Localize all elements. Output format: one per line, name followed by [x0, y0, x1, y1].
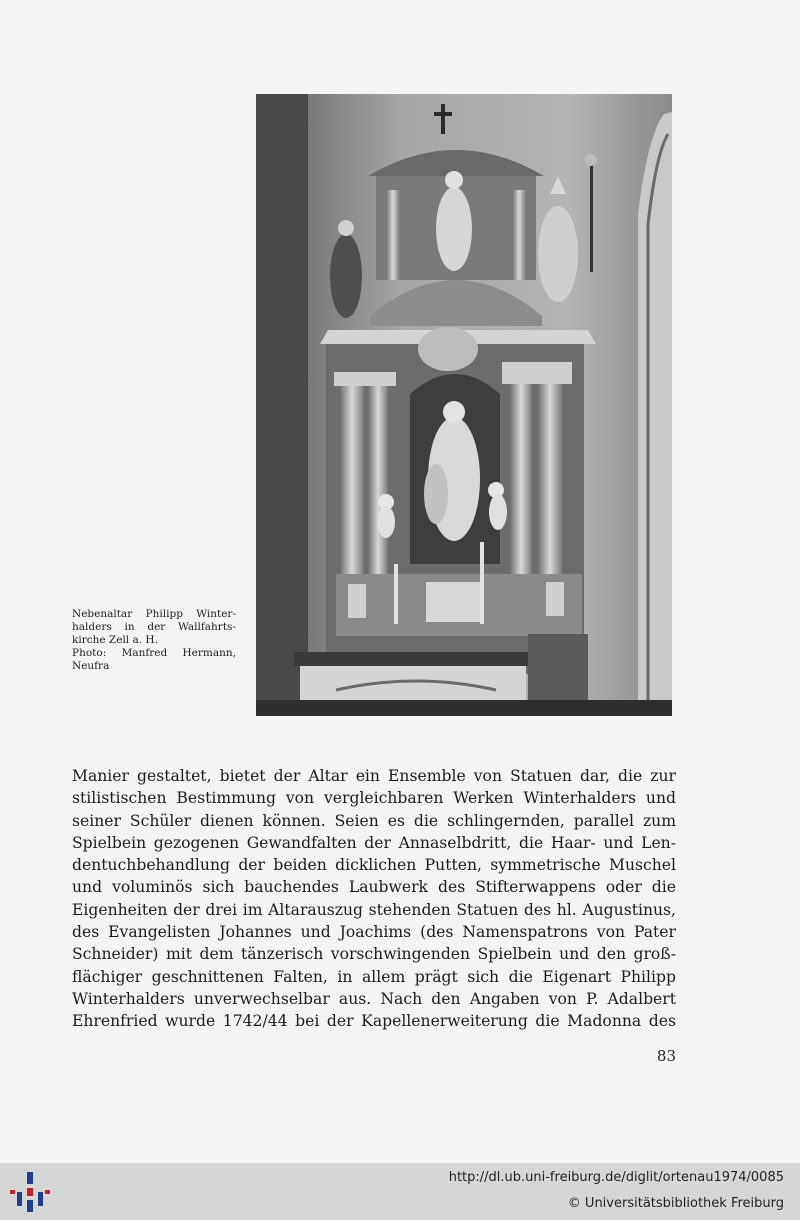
text-line: Schneider) mit dem tänzerisch vorschwingenden Spielbein und den groß- — [72, 945, 676, 964]
text-line: Manier gestaltet, bietet der Altar ein Ensemble von Statuen dar, die zur — [72, 767, 676, 785]
text-line: Winterhalders unverwechselbar aus. Nach den Angaben von P. Adalbert — [72, 989, 676, 1008]
text-line: Ehrenfried wurde 1742/44 bei der Kapellenerweiterung die Madonna des — [72, 1012, 676, 1031]
altar-photograph — [256, 94, 672, 716]
caption-line: Neufra — [72, 660, 110, 672]
copyright-text: © Universitätsbibliothek Freiburg — [567, 1196, 784, 1211]
text-line: und voluminös sich bauchendes Laubwerk des Stifterwappens oder die — [72, 878, 676, 897]
text-line: dentuchbehandlung der beiden dicklichen Putten, symmetrische Muschel — [72, 856, 676, 875]
text-line: flächiger geschnittenen Falten, in allem prägt sich die Eigenart Philipp — [72, 967, 676, 986]
body-paragraph — [72, 765, 676, 1033]
document-url-link[interactable]: http://dl.ub.uni-freiburg.de/diglit/ortenau1974/0085 — [448, 1170, 784, 1185]
text-line: stilistischen Bestimmung von vergleichbaren Werken Winterhalders und — [72, 789, 676, 808]
text-line: seiner Schüler dienen können. Seien es die schlingernden, parallel zum — [72, 811, 676, 830]
caption-line: Nebenaltar Philipp Winter- — [72, 608, 236, 620]
ub-freiburg-logo-icon[interactable] — [10, 1172, 50, 1212]
footer-bar — [0, 1163, 800, 1220]
page-number: 83 — [656, 1047, 676, 1065]
caption-line: halders in der Wallfahrts- — [72, 621, 236, 633]
text-line: Spielbein gezogenen Gewandfalten der Annaselbdritt, die Haar- und Len- — [72, 833, 676, 852]
caption-line: kirche Zell a. H. — [72, 634, 158, 646]
caption-line: Photo: Manfred Hermann, — [72, 647, 236, 659]
text-line: Eigenheiten der drei im Altarauszug stehenden Statuen des hl. Augustinus, — [72, 900, 676, 919]
text-line: des Evangelisten Johannes und Joachims (des Namenspatrons von Pater — [72, 923, 676, 942]
photo-caption — [72, 608, 236, 673]
